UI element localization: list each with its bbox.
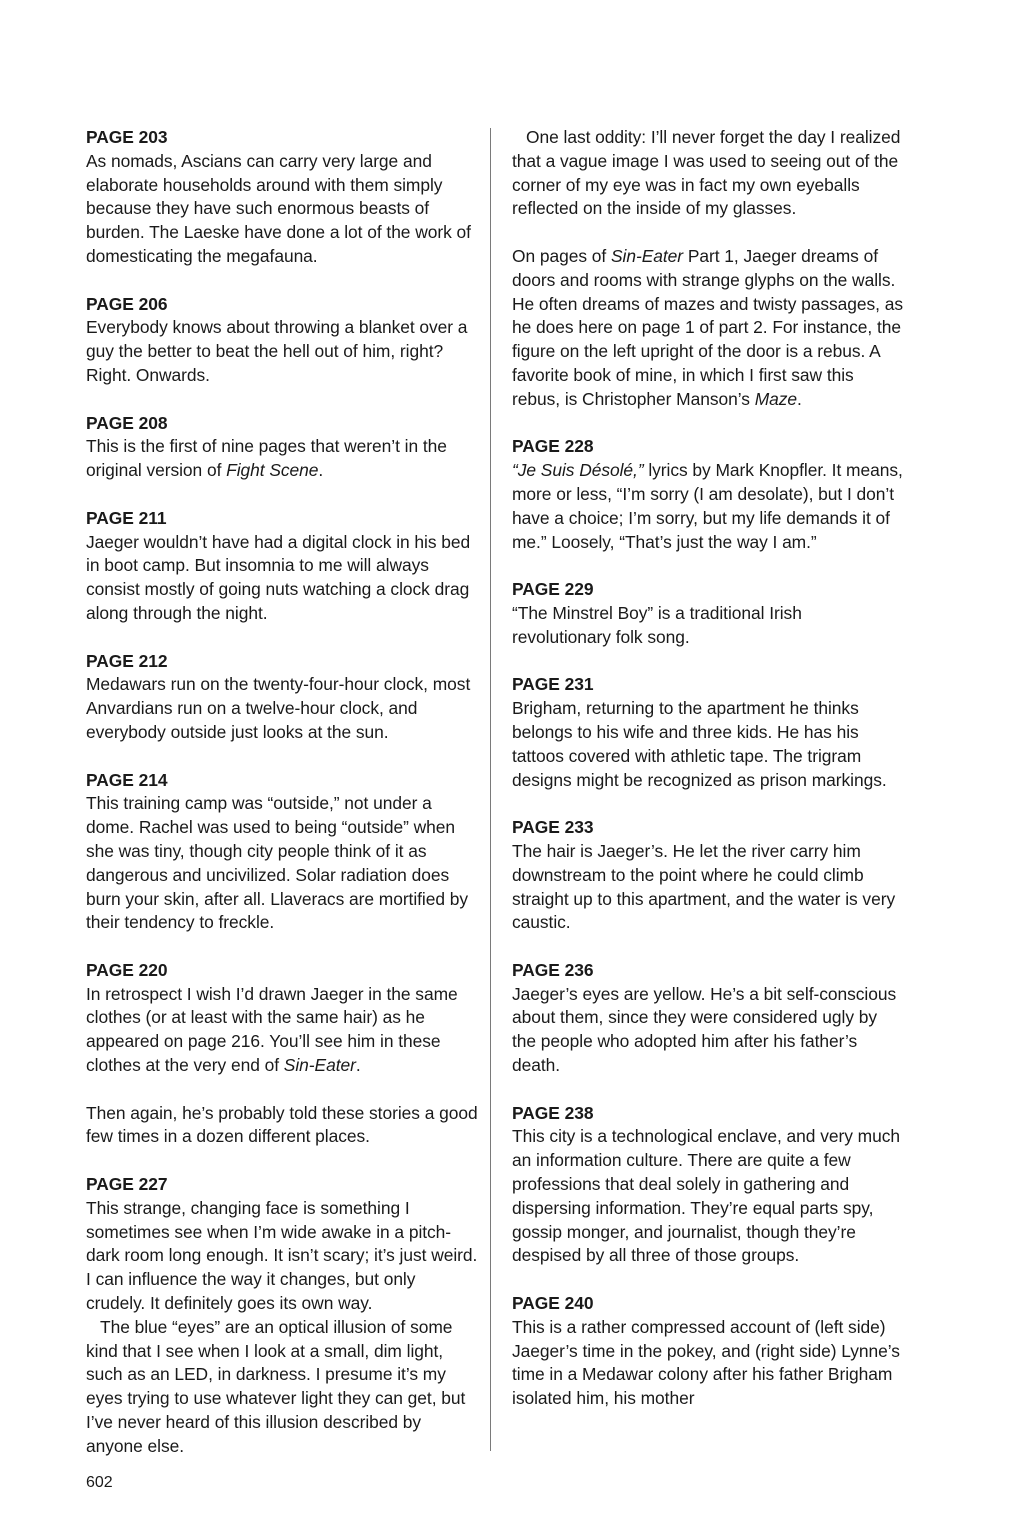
column-divider	[490, 128, 491, 1451]
text-run: On pages of	[512, 245, 611, 266]
note-continuation	[512, 126, 904, 221]
note-heading: PAGE 231	[512, 674, 594, 695]
note-page-208	[86, 412, 478, 483]
left-column	[86, 126, 478, 1459]
note-text: One last oddity: I’ll never forget the day I realized that a vague image I was used to seeing out of the corner of my eye was in fact my own eyeballs reflected on the inside of my glasses.	[512, 127, 901, 219]
note-page-206	[86, 293, 478, 388]
note-text	[86, 435, 478, 483]
note-heading: PAGE 236	[512, 959, 594, 980]
note-page-240	[512, 1292, 904, 1411]
note-page-211	[86, 507, 478, 626]
note-text: The blue “eyes” are an optical illusion of some kind that I see when I look at a small, dim light, such as an LED, in darkness. I presume it’s my eyes trying to use whatever light they can get, but I’ve never heard of this illusion described by anyone else.	[86, 1316, 466, 1456]
note-page-233	[512, 816, 904, 935]
note-heading: PAGE 206	[86, 293, 168, 314]
note-text: Everybody knows about throwing a blanket over a guy the better to beat the hell out of him, right? Right. Onwards.	[86, 317, 468, 385]
note-page-220	[86, 959, 478, 1149]
note-heading: PAGE 233	[512, 817, 594, 838]
note-heading: PAGE 203	[86, 127, 168, 147]
text-run: This is the first of nine pages that weren’t in the original version of	[86, 436, 447, 481]
note-heading: PAGE 229	[512, 579, 594, 600]
note-text: “The Minstrel Boy” is a traditional Irish revolutionary folk song.	[512, 602, 802, 647]
note-text	[512, 459, 904, 554]
text-run: .	[797, 388, 802, 409]
note-page-236	[512, 959, 904, 1078]
text-run: In retrospect I wish I’d drawn Jaeger in the same clothes (or at least with the same hair) as he appeared on page 216. You’ll see him in these clothes at the very end of	[86, 983, 458, 1076]
note-text: Medawars run on the twenty-four-hour clock, most Anvardians run on a twelve-hour clock, and everybody outside just looks at the sun.	[86, 674, 471, 742]
note-text: As nomads, Ascians can carry very large and elaborate households around with them simply because they have such enormous beasts of burden. The Laeske have done a lot of the work of domesticating the megafauna.	[86, 150, 471, 266]
note-text: Then again, he’s probably told these stories a good few times in a dozen different places.	[86, 1102, 478, 1147]
note-sin-eater-dreams	[512, 245, 904, 412]
book-title: Sin-Eater	[610, 245, 684, 266]
note-heading: PAGE 208	[86, 412, 168, 433]
note-heading: PAGE 211	[86, 507, 167, 528]
page-number: 602	[86, 1474, 113, 1491]
song-title: “Je Suis Désolé,”	[512, 460, 644, 481]
book-title: Sin-Eater	[283, 1055, 356, 1076]
note-text: This city is a technological enclave, and very much an information culture. There are quite a few professions that deal solely in gathering and dispersing information. They’re equal parts spy, gossip monger, and journalist, though they’re despised by all three of those groups.	[512, 1126, 900, 1266]
text-run: Part 1, Jaeger dreams of doors and rooms with strange glyphs on the walls. He often dreams of mazes and twisty passages, as he does here on page 1 of part 2. For instance, the figure on the left upright of the door is a rebus. A favorite book of mine, in which I first saw this rebus, is Christopher Manson’s	[512, 245, 904, 409]
note-text: This training camp was “outside,” not under a dome. Rachel was used to being “outside” when she was tiny, though city people think of it as dangerous and uncivilized. Solar radiation does burn your skin, after all. Llaveracs are mortified by their tendency to freckle.	[86, 793, 469, 933]
note-text: This strange, changing face is something I sometimes see when I’m wide awake in a pitch-dark room long enough. It isn’t scary; it’s just weird. I can influence the way it changes, but only crudely. It definitely goes its own way.	[86, 1197, 478, 1314]
note-text: The hair is Jaeger’s. He let the river carry him downstream to the point where he could climb straight up to this apartment, and the water is very caustic.	[512, 840, 896, 933]
note-heading: PAGE 220	[86, 959, 168, 980]
book-title: Fight Scene	[226, 460, 319, 481]
text-run: lyrics by Mark Knopfler. It means, more or less, “I’m sorry (I am desolate), but I don’t have a choice; I’m sorry, but my life demands it of me.” Loosely, “That’s just the way I am.”	[512, 460, 903, 552]
note-text: This is a rather compressed account of (left side) Jaeger’s time in the pokey, and (right side) Lynne’s time in a Medawar colony after his father Brigham isolated him, his mother	[512, 1316, 900, 1409]
note-text: Jaeger’s eyes are yellow. He’s a bit self-conscious about them, since they were considered ugly by the people who adopted him after his father’s death.	[512, 983, 897, 1076]
note-page-231	[512, 673, 904, 792]
text-run: .	[355, 1055, 361, 1076]
note-text: Jaeger wouldn’t have had a digital clock in his bed in boot camp. But insomnia to me will always consist mostly of going nuts watching a clock drag along through the night.	[86, 531, 471, 623]
note-page-228	[512, 435, 904, 554]
note-text: Brigham, returning to the apartment he thinks belongs to his wife and three kids. He has his tattoos covered with athletic tape. The trigram designs might be recognized as prison markings.	[512, 698, 887, 790]
note-page-229	[512, 578, 904, 649]
note-page-212	[86, 650, 478, 745]
note-page-227	[86, 1173, 478, 1459]
note-text	[512, 245, 904, 412]
note-page-238	[512, 1102, 904, 1269]
note-heading: PAGE 238	[512, 1102, 594, 1123]
note-heading: PAGE 227	[86, 1174, 168, 1195]
note-page-214	[86, 769, 478, 936]
note-text	[86, 983, 478, 1078]
book-title: Maze	[754, 388, 798, 409]
text-run: .	[318, 460, 324, 481]
right-column	[512, 126, 904, 1411]
note-heading: PAGE 212	[86, 650, 168, 671]
note-heading: PAGE 214	[86, 769, 168, 790]
note-heading: PAGE 228	[512, 436, 594, 457]
note-heading: PAGE 240	[512, 1293, 594, 1314]
note-page-203	[86, 126, 478, 269]
